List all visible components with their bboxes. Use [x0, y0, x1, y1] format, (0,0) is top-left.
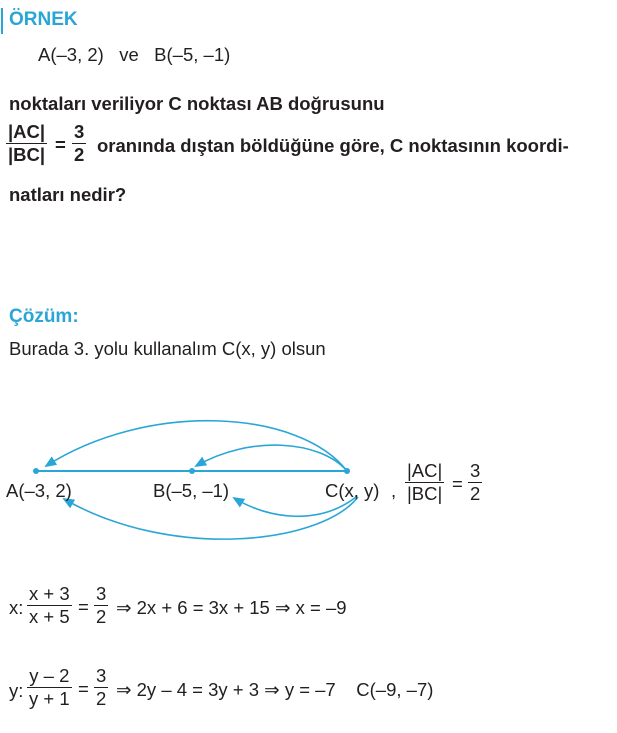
eq-y-value-fraction	[94, 665, 108, 710]
point-a	[33, 468, 39, 474]
diagram-ratio-fraction	[405, 460, 444, 505]
problem-line-1: noktaları veriliyor C noktası AB doğrusunu	[9, 93, 385, 114]
solution-intro: Burada 3. yolu kullanalım C(x, y) olsun	[9, 338, 326, 359]
label-point-a: A(–3, 2)	[6, 480, 72, 501]
fraction-numerator: 3	[470, 460, 481, 481]
fraction-denominator: 2	[96, 606, 107, 627]
fraction-numerator: 3	[96, 583, 107, 604]
fraction-denominator: x + 5	[29, 606, 70, 627]
eq-y-solution: ⇒ 2y – 4 = 3y + 3 ⇒ y = –7 C(–9, –7)	[116, 679, 434, 700]
given-points: A(–3, 2) ve B(–5, –1)	[38, 44, 231, 65]
label-point-c: C(x, y)	[325, 480, 380, 501]
equals-sign: =	[452, 473, 463, 494]
solution-heading: Çözüm:	[9, 306, 79, 327]
equals-sign: =	[55, 134, 66, 155]
fraction-numerator: y – 2	[29, 665, 70, 686]
equals-sign: =	[78, 678, 89, 699]
fraction-denominator: |BC|	[407, 483, 443, 504]
eq-x-prefix: x:	[9, 597, 24, 618]
diagram-comma: ,	[391, 480, 397, 501]
arc-c-to-b-top	[196, 445, 347, 471]
fraction-denominator: 2	[96, 688, 107, 709]
eq-x-value-fraction	[94, 583, 108, 628]
fraction-numerator: x + 3	[29, 583, 70, 604]
fraction-denominator: 2	[470, 483, 481, 504]
fraction-denominator: |BC|	[8, 144, 46, 165]
fraction-numerator: 3	[96, 665, 107, 686]
problem-line-3: natları nedir?	[9, 184, 127, 205]
eq-x-solution: ⇒ 2x + 6 = 3x + 15 ⇒ x = –9	[116, 597, 347, 618]
problem-line-2: oranında dıştan böldüğüne göre, C noktasının koordi-	[97, 135, 569, 156]
eq-y-prefix: y:	[9, 680, 24, 701]
label-point-b: B(–5, –1)	[153, 480, 230, 501]
example-heading: ÖRNEK	[9, 9, 78, 30]
fraction-denominator: 2	[74, 144, 85, 165]
eq-x-fraction	[27, 583, 72, 628]
arc-c-to-a-top	[46, 421, 347, 471]
eq-y-fraction	[27, 665, 72, 710]
arc-c-to-a-bottom	[64, 497, 358, 539]
fraction-numerator: 3	[74, 121, 85, 142]
fraction-numerator: |AC|	[407, 460, 443, 481]
equals-sign: =	[78, 596, 89, 617]
diagram-value-fraction	[468, 460, 482, 505]
point-b	[189, 468, 195, 474]
fraction-numerator: |AC|	[8, 121, 46, 142]
fraction-denominator: y + 1	[29, 688, 70, 709]
